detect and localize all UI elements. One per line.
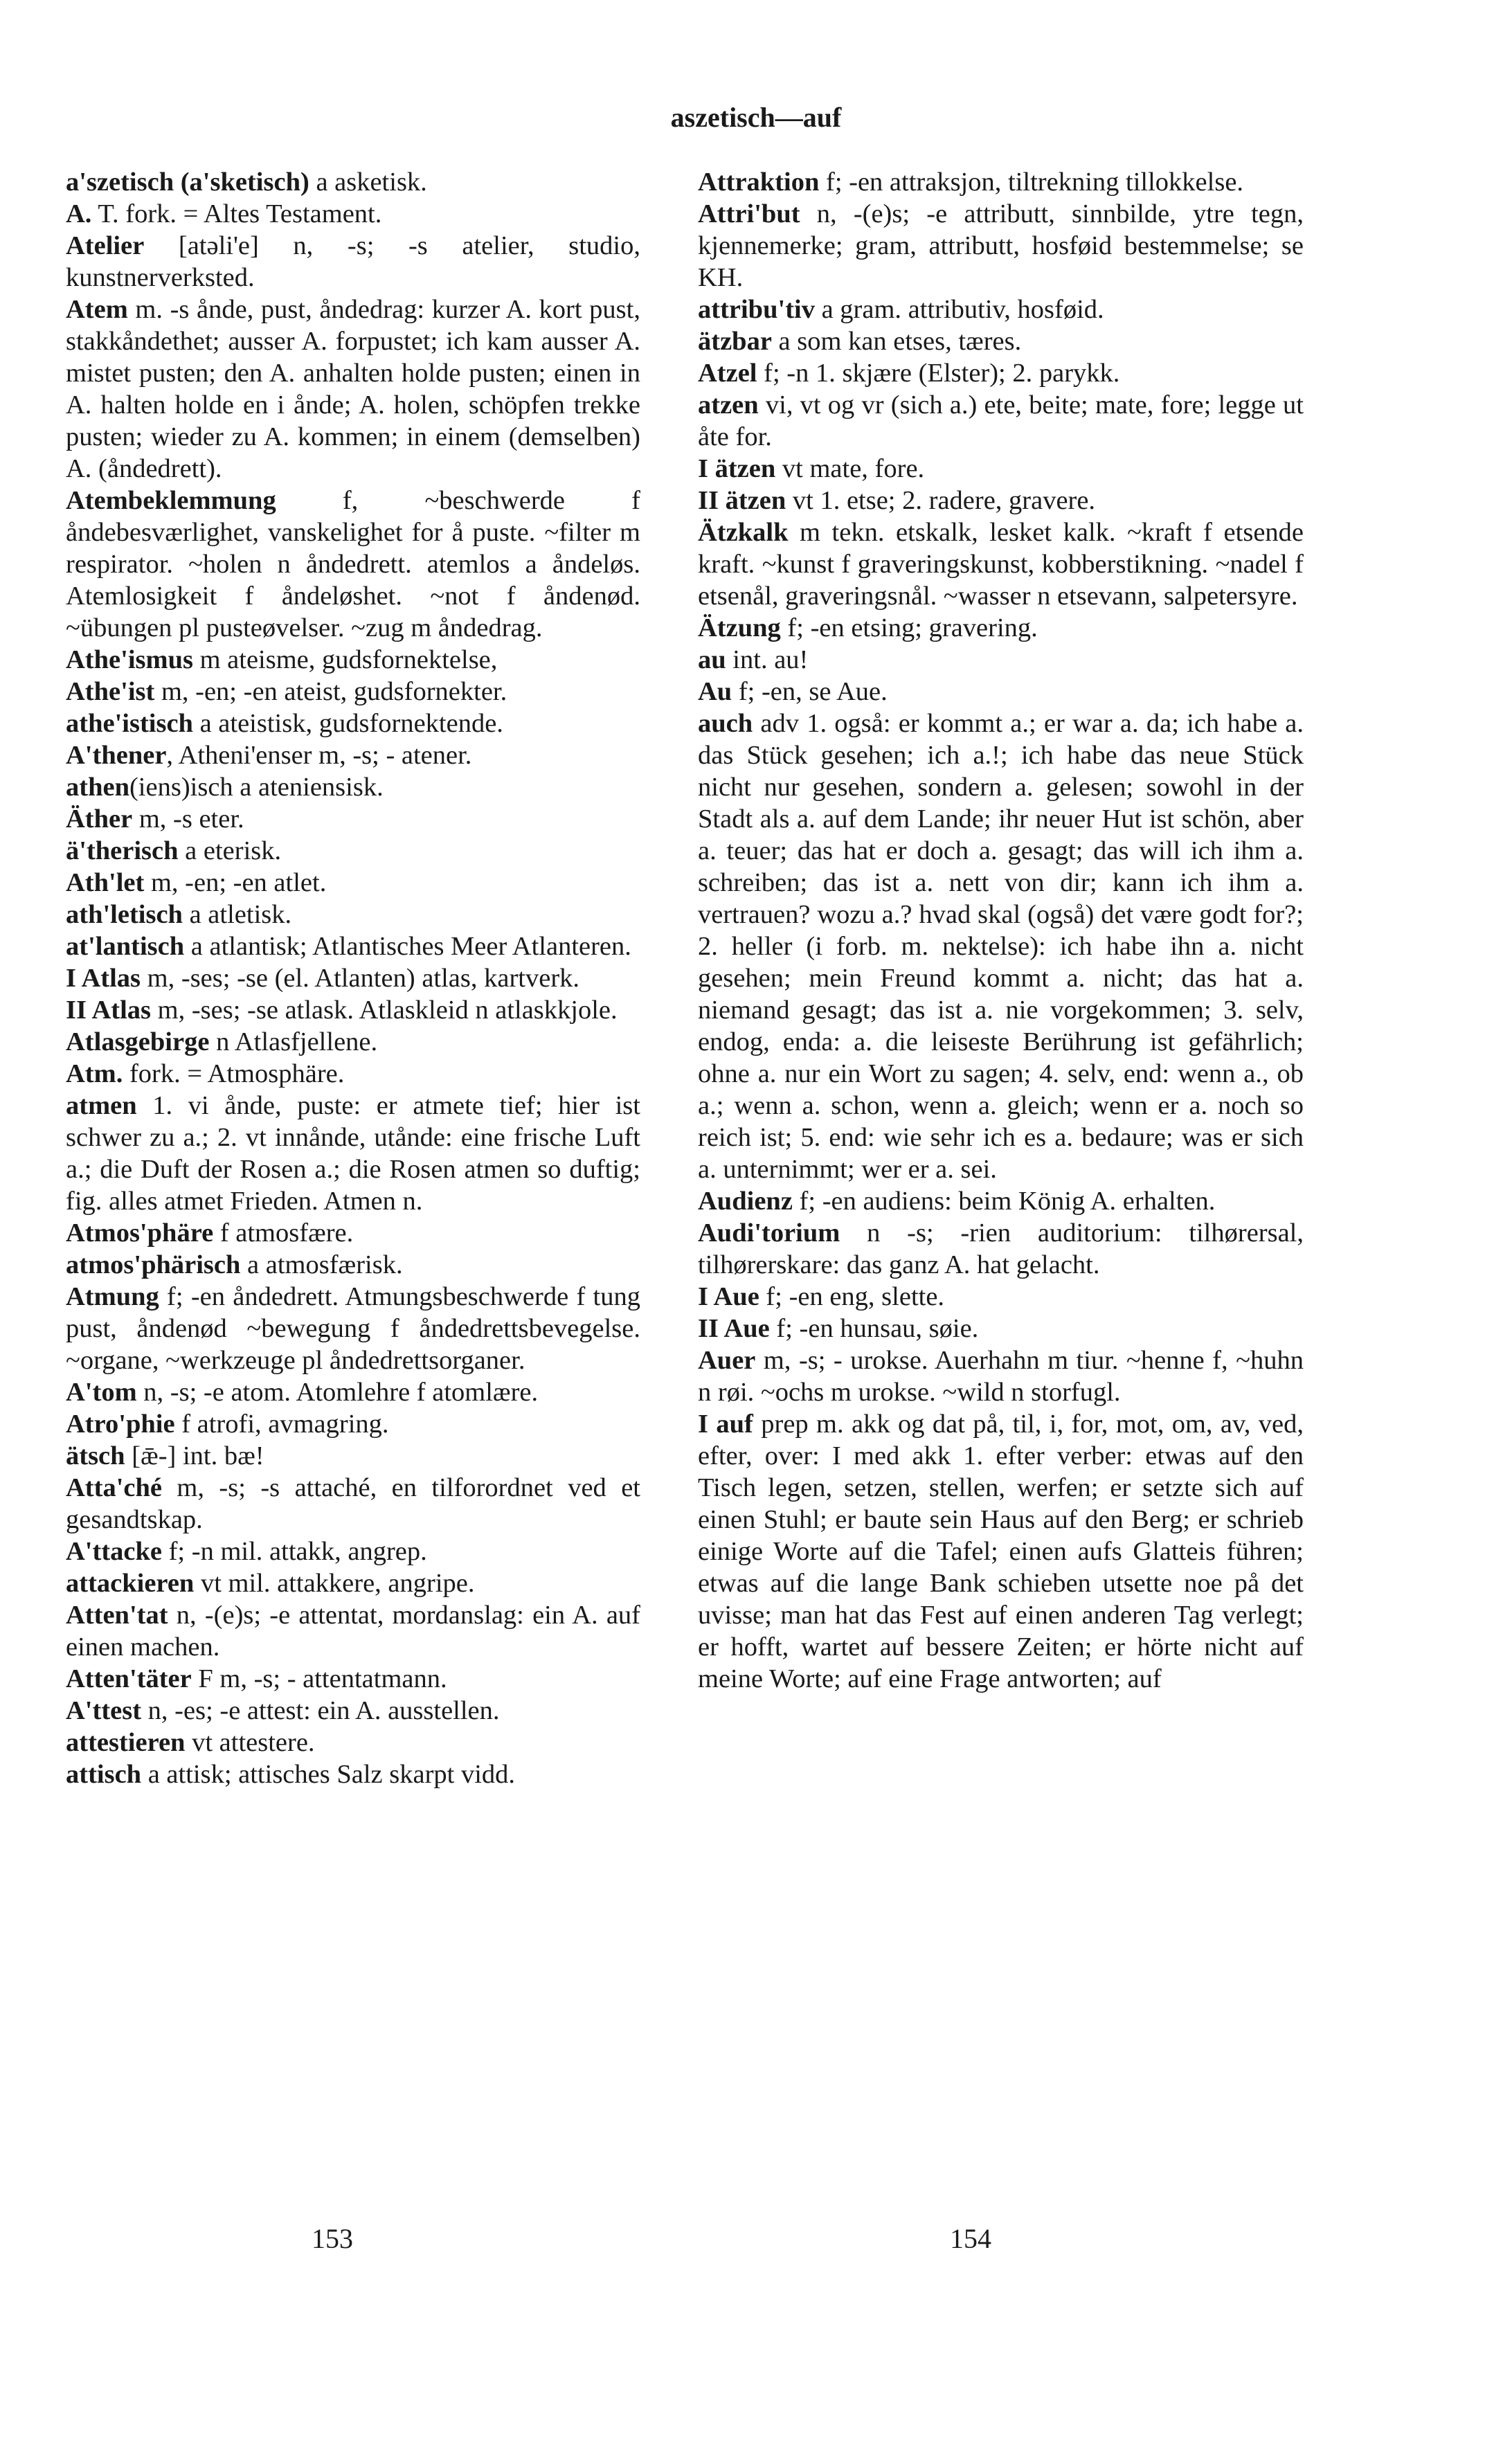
dictionary-entry: II Aue f; -en hunsau, søie.: [698, 1314, 979, 1343]
dictionary-entry: II ätzen vt 1. etse; 2. radere, gravere.: [698, 486, 1096, 515]
dictionary-entry: atmos'phärisch a atmosfærisk.: [66, 1250, 403, 1279]
dictionary-entry: Atten'täter F m, -s; - attentatmann.: [66, 1664, 447, 1693]
dictionary-entry: I ätzen vt mate, fore.: [698, 454, 925, 483]
dictionary-entry: Athe'ismus m ateisme, gudsfornektelse,: [66, 645, 498, 674]
left-column: [66, 166, 640, 1790]
page-number-right: 154: [950, 2223, 991, 2254]
dictionary-entry: Atlasgebirge n Atlasfjellene.: [66, 1027, 378, 1056]
page-number-left: 153: [312, 2223, 353, 2254]
dictionary-entry: A'ttacke f; -n mil. attakk, angrep.: [66, 1537, 427, 1566]
dictionary-entry: ath'letisch a atletisk.: [66, 900, 292, 929]
dictionary-entry: I auf prep m. akk og dat på, til, i, for, mot, om, av, ved, efter, over: I med akk 1. efter verber: etwas auf den Tisch legen, setzen, stellen, werfen; er setzte sich auf einen Stuhl; er baute sein Haus auf den Berg; er schrieb einige Worte auf die Tafel; einen aufs Glatteis führen; etwas auf die lange Bank schieben utsette noe på det uvisse; man hat das Fest auf einen anderen Tag verlegt; er hofft, wartet auf bessere Zeiten; er hörte nicht auf meine Worte; auf eine Frage antworten; auf: [698, 1410, 1304, 1693]
dictionary-entry: attackieren vt mil. attakkere, angripe.: [66, 1569, 475, 1598]
dictionary-entry: a'szetisch (a'sketisch) a asketisk.: [66, 168, 427, 197]
dictionary-entry: Atzel f; -n 1. skjære (Elster); 2. parykk.: [698, 359, 1120, 388]
dictionary-entry: Atta'ché m, -s; -s attaché, en tilforordnet ved et gesandtskap.: [66, 1473, 640, 1534]
dictionary-entry: attribu'tiv a gram. attributiv, hosføid.: [698, 295, 1104, 324]
dictionary-entry: Auer m, -s; - urokse. Auerhahn m tiur. ~henne f, ~huhn n røi. ~ochs m urokse. ~wild n storfugl.: [698, 1346, 1304, 1407]
dictionary-entry: A'ttest n, -es; -e attest: ein A. ausstellen.: [66, 1696, 500, 1725]
dictionary-entry: athe'istisch a ateistisk, gudsfornektende.: [66, 709, 503, 738]
dictionary-entry: Ätzkalk m tekn. etskalk, lesket kalk. ~kraft f etsende kraft. ~kunst f graveringskunst, kobberstikning. ~nadel f etsenål, graveringsnål. ~wasser n etsevann, salpetersyre.: [698, 518, 1304, 611]
dictionary-entry: Au f; -en, se Aue.: [698, 677, 888, 706]
dictionary-entry: Athe'ist m, -en; -en ateist, gudsfornekter.: [66, 677, 507, 706]
dictionary-entry: Audi'torium n -s; -rien auditorium: tilhørersal, tilhørerskare: das ganz A. hat gelacht.: [698, 1218, 1304, 1279]
dictionary-entry: Audienz f; -en audiens: beim König A. erhalten.: [698, 1187, 1216, 1216]
dictionary-entry: Attraktion f; -en attraksjon, tiltrekning tillokkelse.: [698, 168, 1244, 197]
dictionary-entry: ätzbar a som kan etses, tæres.: [698, 327, 1022, 356]
dictionary-entry: atzen vi, vt og vr (sich a.) ete, beite; mate, fore; legge ut åte for.: [698, 390, 1304, 451]
dictionary-entry: I Atlas m, -ses; -se (el. Atlanten) atlas, kartverk.: [66, 964, 580, 993]
dictionary-entry: Atelier [atəli'e] n, -s; -s atelier, studio, kunstnerverksted.: [66, 231, 640, 292]
dictionary-entry: attestieren vt attestere.: [66, 1728, 315, 1757]
dictionary-entry: ä'therisch a eterisk.: [66, 836, 282, 865]
dictionary-entry: Atembeklemmung f, ~beschwerde f åndebesværlighet, vanskelighet for å puste. ~filter m respirator. ~holen n åndedrett. atemlos a åndeløs. Atemlosigkeit f åndeløshet. ~not f åndenød. ~übungen pl pusteøvelser. ~zug m åndedrag.: [66, 486, 640, 642]
dictionary-entry: Ätzung f; -en etsing; gravering.: [698, 613, 1038, 642]
dictionary-entry: ätsch [ǣ-] int. bæ!: [66, 1441, 264, 1470]
dictionary-entry: Atem m. -s ånde, pust, åndedrag: kurzer A. kort pust, stakkåndethet; ausser A. forpustet; ich kam ausser A. mistet pusten; den A. anhalten holde pusten; einen in A. halten holde en i ånde; A. holen, schöpfen trekke pusten; wieder zu A. kommen; in einem (demselben) A. (åndedrett).: [66, 295, 640, 483]
dictionary-entry: athen(iens)isch a ateniensisk.: [66, 773, 384, 802]
dictionary-entry: Äther m, -s eter.: [66, 804, 244, 834]
dictionary-entry: I Aue f; -en eng, slette.: [698, 1282, 945, 1311]
dictionary-entry: A. T. fork. = Altes Testament.: [66, 199, 382, 228]
dictionary-entry: Ath'let m, -en; -en atlet.: [66, 868, 327, 897]
dictionary-entry: Atten'tat n, -(e)s; -e attentat, mordanslag: ein A. auf einen machen.: [66, 1601, 640, 1662]
right-column: [698, 166, 1304, 1695]
page-header: aszetisch—auf: [670, 102, 842, 133]
dictionary-entry: atmen 1. vi ånde, puste: er atmete tief; hier ist schwer zu a.; 2. vt innånde, utånde: eine frische Luft a.; die Duft der Rosen a.; die Rosen atmen so duftig; fig. alles atmet Frieden. Atmen n.: [66, 1091, 640, 1216]
dictionary-entry: au int. au!: [698, 645, 809, 674]
dictionary-entry: A'tom n, -s; -e atom. Atomlehre f atomlære.: [66, 1378, 539, 1407]
dictionary-entry: Atro'phie f atrofi, avmagring.: [66, 1410, 389, 1439]
dictionary-entry: Attri'but n, -(e)s; -e attributt, sinnbilde, ytre tegn, kjennemerke; gram, attributt, hosføid bestemmelse; se KH.: [698, 199, 1304, 292]
dictionary-entry: Atm. fork. = Atmosphäre.: [66, 1059, 345, 1088]
dictionary-entry: II Atlas m, -ses; -se atlask. Atlaskleid n atlaskkjole.: [66, 996, 618, 1025]
dictionary-entry: auch adv 1. også: er kommt a.; er war a. da; ich habe a. das Stück gesehen; ich a.!; ich habe das neue Stück nicht nur gesehen, sondern a. gelesen; sowohl in der Stadt als a. auf dem Lande; ihr neuer Hut ist schön, aber a. teuer; das hat er doch a. gesagt; das will ich ihm a. schreiben; das ist a. nett von dir; kann ich ihm a. vertrauen? wozu a.? hvad skal (også) det være godt for?; 2. heller (i forb. m. nektelse): ich habe ihn a. nicht gesehen; mein Freund kommt a. nicht; das hat a. niemand gesagt; das ist a. nie vorgekommen; 3. selv, endog, enda: a. die leiseste Berührung ist gefährlich; ohne a. nur ein Wort zu sagen; 4. selv, end: wenn a., ob a.; wenn a. schon, wenn a. gleich; wenn er a. noch so reich ist; 5. end: wie sehr ich es a. bedaure; was er sich a. unternimmt; wer er a. sei.: [698, 709, 1304, 1184]
dictionary-entry: Atmung f; -en åndedrett. Atmungsbeschwerde f tung pust, åndenød ~bewegung f åndedrettsbevegelse. ~organe, ~werkzeuge pl åndedrettsorganer.: [66, 1282, 640, 1375]
dictionary-entry: at'lantisch a atlantisk; Atlantisches Meer Atlanteren.: [66, 932, 631, 961]
dictionary-entry: A'thener, Atheni'enser m, -s; - atener.: [66, 741, 472, 770]
dictionary-entry: Atmos'phäre f atmosfære.: [66, 1218, 354, 1248]
dictionary-entry: attisch a attisk; attisches Salz skarpt vidd.: [66, 1760, 516, 1789]
